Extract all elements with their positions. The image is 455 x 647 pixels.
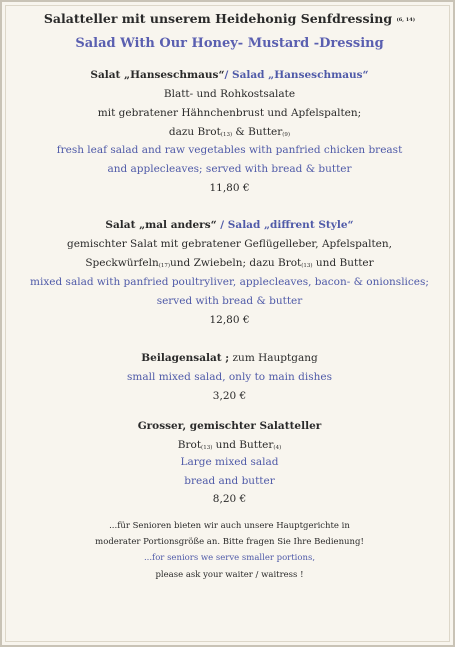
title-allergen-refs: (6, 14) (396, 17, 416, 23)
item-4-butter-ref: (4) (273, 445, 282, 451)
item-3-name (2, 351, 455, 365)
item-1-butter-ref: (9) (282, 132, 291, 138)
item-4-desc-de (2, 438, 455, 455)
item-2-desc-en-1: mixed salad with panfried poultryliver, applecleaves, bacon- & onionslices; (30, 276, 429, 288)
title-de-text: Salatteller mit unserem Heidehonig Senfdressing (43, 11, 393, 26)
item-1-bread: dazu Brot (168, 126, 221, 138)
item-3-desc-en: small mixed salad, only to main dishes (127, 371, 332, 383)
item-4-desc-en-1: Large mixed salad (180, 456, 279, 468)
item-4-price: 8,20 € (212, 493, 247, 505)
item-2-name-sep: / Salad (216, 219, 264, 231)
item-2-price: 12,80 € (209, 314, 250, 326)
footer-note-de-2: moderater Portionsgröße an. Bitte fragen Sie Ihre Bedienung! (95, 537, 364, 547)
item-1-desc-de-3 (2, 125, 455, 142)
item-1-name-en: „Hanseschmaus“ (268, 69, 369, 81)
item-2-bacon-ref: (17) (158, 263, 171, 269)
item-1-name-de: Salat „Hanseschmaus“ (90, 69, 225, 81)
footer-note-en-2: please ask your waiter / waitress ! (155, 570, 304, 580)
item-1-price: 11,80 € (209, 182, 250, 194)
footer-note-en-1: ...for seniors we serve smaller portions, (143, 553, 316, 563)
footer-note-de-1: ...für Senioren bieten wir auch unsere Hauptgerichte in (109, 521, 350, 531)
item-1-name-sep: / Salad (224, 69, 269, 81)
item-1-desc-en-1: fresh leaf salad and raw vegetables with panfried chicken breast (56, 144, 403, 156)
item-2-bread-ref: (13) (301, 263, 313, 269)
item-1-bread-ref: (13) (220, 132, 233, 138)
item-3-price: 3,20 € (212, 390, 247, 402)
item-3-name-tail: zum Hauptgang (229, 352, 318, 364)
item-3-name-de: Beilagensalat ; (141, 352, 230, 364)
item-1-desc-de-1: Blatt- und Rohkostsalate (163, 88, 296, 100)
item-1-desc-de-2: mit gebratener Hähnchenbrust und Apfelspalten; (97, 107, 362, 119)
item-4-bread-ref: (13) (201, 445, 213, 451)
section-title-de (2, 12, 455, 27)
item-4-name: Grosser, gemischter Salatteller (137, 420, 322, 432)
item-2-name (2, 218, 455, 232)
item-2-name-de: Salat „mal anders“ (105, 219, 217, 231)
item-4-desc-en-2: bread and butter (184, 475, 275, 487)
item-1-desc-en-2: and applecleaves; served with bread & butter (107, 163, 352, 175)
item-4-bread: Brot (177, 439, 202, 451)
item-2-onions-bread: und Zwiebeln; dazu Brot (170, 257, 302, 269)
item-1-name (2, 68, 455, 82)
item-2-desc-de-2 (2, 256, 455, 273)
item-1-butter: & Butter (232, 126, 283, 138)
item-2-butter: und Butter (312, 257, 374, 269)
item-2-desc-de-1: gemischter Salat mit gebratener Geflügelleber, Apfelspalten, (66, 238, 392, 250)
item-2-name-en: „diffrent Style“ (263, 219, 354, 231)
item-4-butter: und Butter (212, 439, 274, 451)
item-2-bacon: Speckwürfeln (85, 257, 159, 269)
item-2-desc-en-2: served with bread & butter (156, 295, 303, 307)
section-title-en: Salad With Our Honey- Mustard -Dressing (75, 36, 384, 51)
